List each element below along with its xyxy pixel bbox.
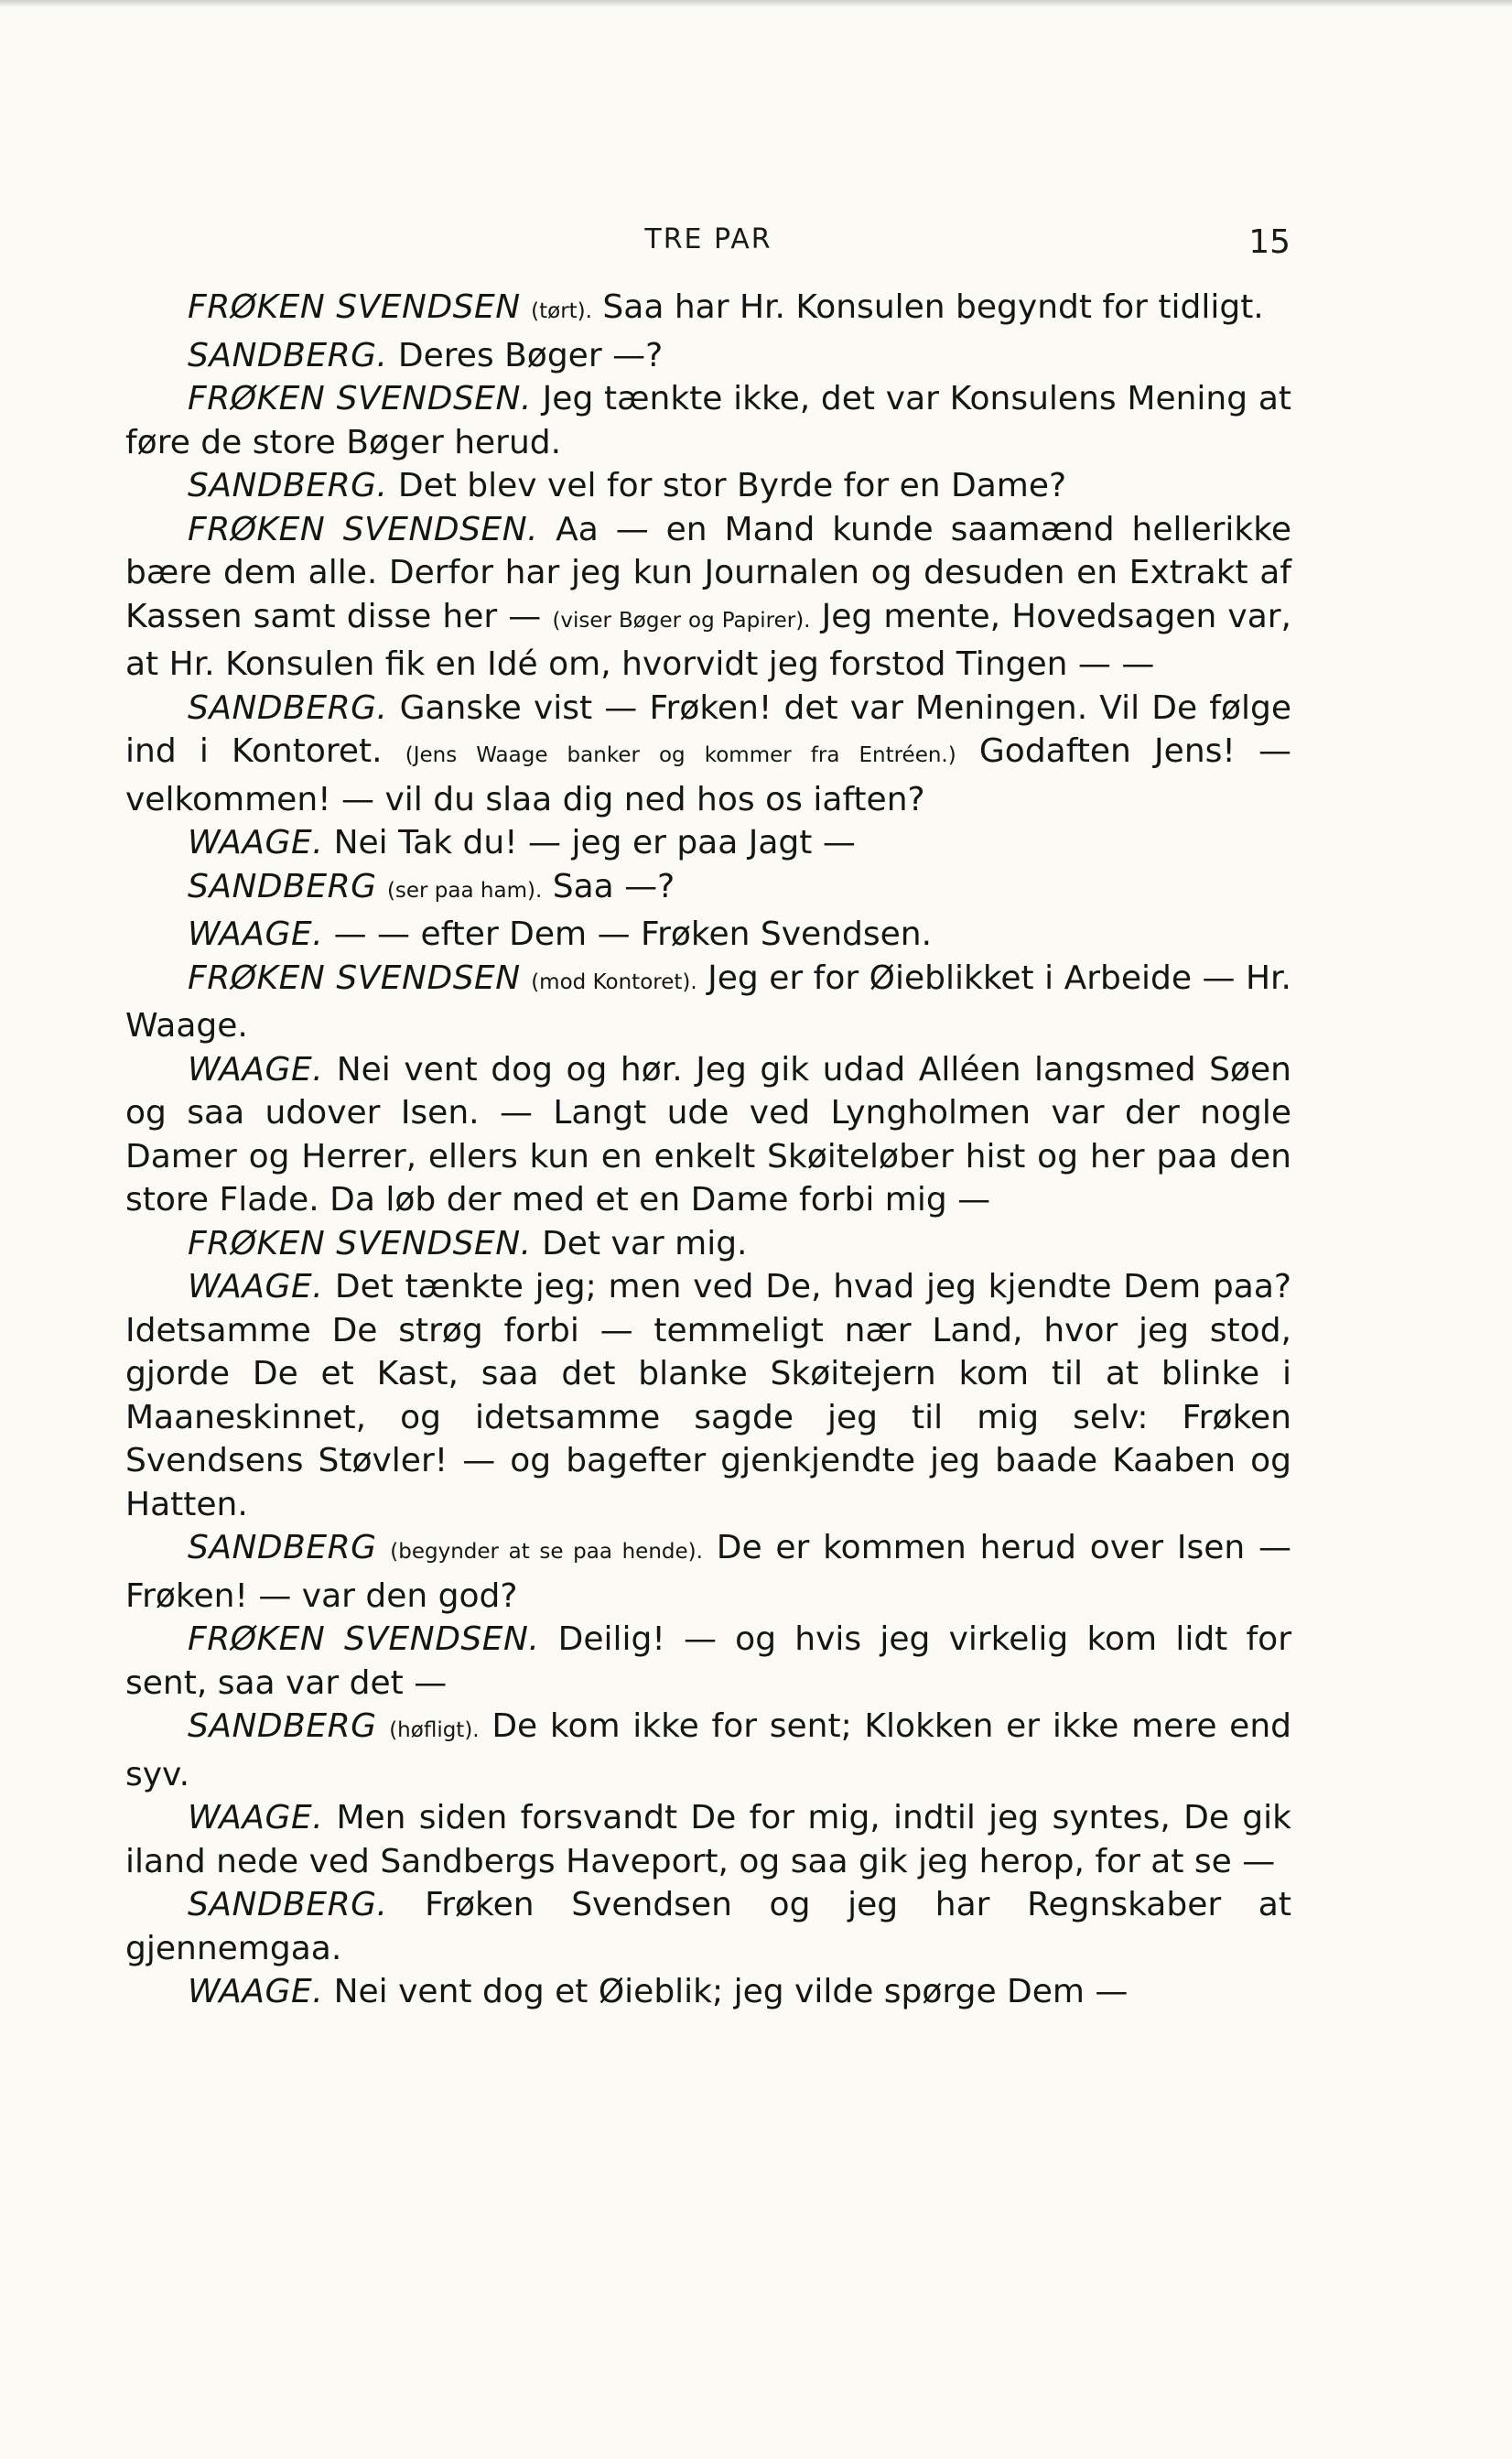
dialogue-text: Ganske vist — Frøken! det var Meningen. Vil De følge ind i Kontoret. [125,688,1291,770]
dialogue-line [125,687,1291,822]
dialogue-text: Men siden forsvandt De for mig, indtil jeg syntes, De gik iland nede ved Sandbergs Haveport, og saa gik jeg herop, for at se — [125,1799,1291,1880]
speaker-name: SANDBERG. [188,336,388,374]
dialogue-text: Jeg er for Øieblikket i Arbeide — Hr. Waage. [125,959,1291,1045]
speaker-name: WAAGE. [188,915,324,953]
speaker-name: SANDBERG [188,1707,377,1745]
stage-direction: (begynder at se paa hende). [390,1540,703,1564]
speaker-name: SANDBERG [188,1529,377,1566]
dialogue-text: Deilig! — og hvis jeg virkelig kom lidt for sent, saa var det — [125,1620,1291,1702]
stage-direction: (tørt). [531,299,592,323]
speaker-name: WAAGE. [188,1050,324,1089]
running-header [126,223,1291,260]
dialogue-line [125,1265,1291,1526]
speaker-name: FRØKEN SVENDSEN. [188,510,539,548]
stage-direction: (Jens Waage banker og kommer fra Entréen.) [405,743,956,767]
dialogue-line [125,913,1291,957]
dialogue-line [125,1618,1291,1705]
dialogue-line [125,1705,1291,1796]
dialogue-line [125,377,1291,464]
speaker-name: SANDBERG. [188,467,388,504]
speaker-name: WAAGE. [188,824,324,861]
speaker-name: FRØKEN SVENDSEN. [188,1224,532,1262]
dialogue-text: Nei vent dog og hør. Jeg gik udad Alléen langsmed Søen og saa udover Isen. — Langt ude ved Lyngholmen var der nogle Damer og Herrer, ellers kun en enkelt Skøiteløber hist og her paa den store Flade. Da løb der med et en Dame forbi mig — [125,1050,1291,1219]
dialogue-text: Saa —? [542,867,675,905]
speaker-name: FRØKEN SVENDSEN. [188,1620,540,1658]
dialogue-line [125,957,1291,1048]
dialogue-line [125,1526,1291,1618]
stage-direction: (høfligt). [389,1718,480,1742]
dialogue-line [125,1796,1291,1883]
page-edge [0,0,1512,7]
dialogue-line [125,508,1291,687]
speaker-name: WAAGE. [188,1973,324,2010]
dialogue-line [125,1970,1291,2014]
speaker-name: WAAGE. [188,1268,324,1305]
running-title: TRE PAR [644,223,772,255]
speaker-name: FRØKEN SVENDSEN. [188,380,532,417]
speaker-name: SANDBERG. [188,1886,388,1923]
dialogue-text: Godaften Jens! — velkommen! — vil du slaa dig ned hos os iaften? [125,732,1292,818]
dialogue-text: Det tænkte jeg; men ved De, hvad jeg kjendte Dem paa? Idetsamme De strøg forbi — temmeligt nær Land, hvor jeg stod, gjorde De et Kast, saa det blanke Skøitejern kom til at blinke i Maaneskinnet, og idetsamme sagde jeg til mig selv: Frøken Svendsens Støvler! — og bagefter gjenkjendte jeg baade Kaaben og Hatten. [125,1268,1291,1523]
dialogue-text: Deres Bøger —? [387,336,664,374]
page-number: 15 [1248,223,1291,261]
dialogue-text: Saa har Hr. Konsulen begyndt for tidligt. [591,288,1264,326]
dialogue-text: De kom ikke for sent; Klokken er ikke mere end syv. [125,1707,1291,1793]
dialogue-text: — — efter Dem — Frøken Svendsen. [323,915,933,953]
dialogue-text: Aa — en Mand kunde saamænd hellerikke bære dem alle. Derfor har jeg kun Journalen og desuden en Extrakt af Kassen samt disse her — [125,510,1291,635]
dialogue-line [125,1048,1291,1222]
dialogue-line [125,1883,1291,1970]
dialogue-text [125,286,1291,2014]
dialogue-text: Det blev vel for stor Byrde for en Dame? [387,467,1067,504]
speaker-name: FRØKEN SVENDSEN [188,288,521,326]
speaker-name: SANDBERG [188,867,377,905]
dialogue-line [125,334,1291,378]
dialogue-text: De er kommen herud over Isen — Frøken! — var den god? [125,1529,1291,1615]
speaker-name: WAAGE. [188,1799,324,1836]
speaker-name: SANDBERG. [188,688,388,727]
dialogue-text: Det var mig. [531,1224,748,1262]
stage-direction: (ser paa ham). [386,878,543,903]
dialogue-line [125,1222,1291,1266]
dialogue-line [125,286,1291,334]
dialogue-line [125,464,1291,508]
dialogue-text: Nei Tak du! — jeg er paa Jagt — [323,824,856,861]
stage-direction: (mod Kontoret). [531,970,697,994]
speaker-name: FRØKEN SVENDSEN [188,959,521,997]
dialogue-text: Frøken Svendsen og jeg har Regnskaber at gjennemgaa. [125,1886,1291,1967]
dialogue-text: Nei vent dog et Øieblik; jeg vilde spørge Dem — [323,1973,1129,2010]
dialogue-text: Jeg mente, Hovedsagen var, at Hr. Konsulen fik en Idé om, hvorvidt jeg forstod Tingen — — [125,597,1291,683]
dialogue-text: Jeg tænkte ikke, det var Konsulens Mening at føre de store Bøger herud. [125,380,1291,461]
stage-direction: (viser Bøger og Papirer). [552,608,811,633]
dialogue-line [125,821,1291,865]
dialogue-line [125,865,1291,914]
